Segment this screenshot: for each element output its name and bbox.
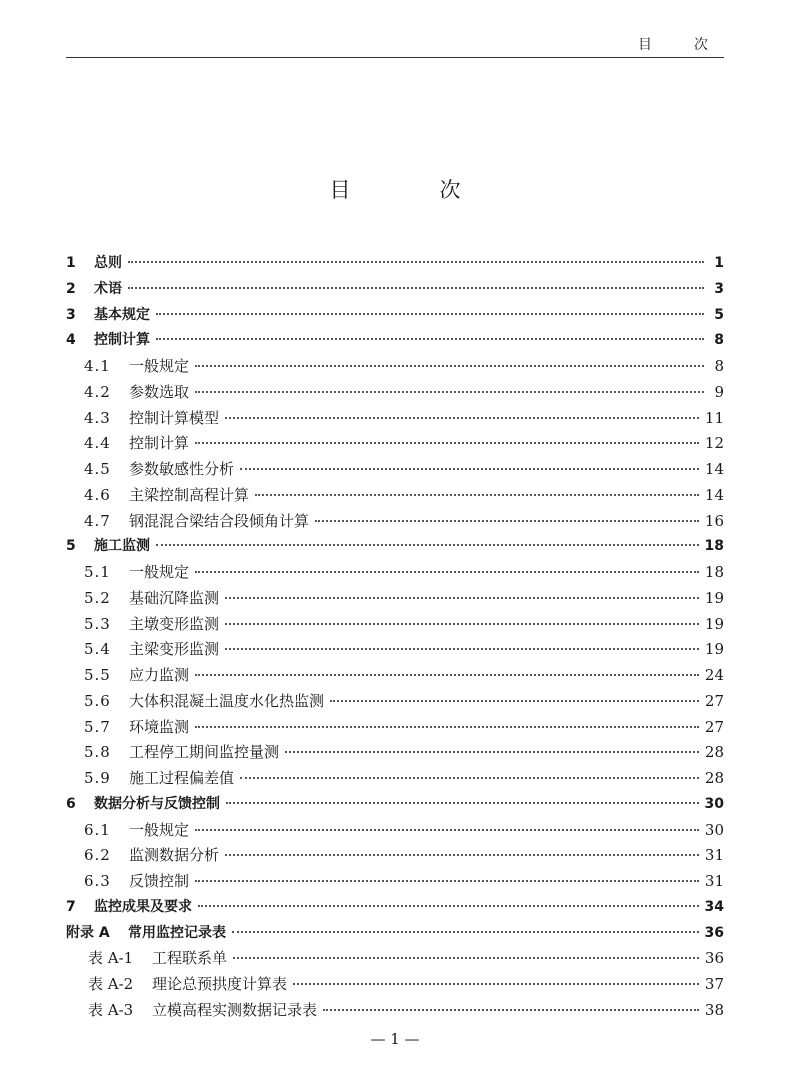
- toc-entry-page: 30: [704, 820, 724, 839]
- toc-entry-page: 30: [704, 795, 724, 812]
- toc-entry[interactable]: [66, 999, 724, 1025]
- dot-leader: [285, 751, 699, 753]
- dot-leader: [195, 829, 699, 831]
- toc-entry-page: 8: [714, 357, 724, 375]
- toc-entry[interactable]: [66, 304, 724, 330]
- toc-entry-number: 4.3: [84, 408, 111, 427]
- toc-entry-number: 5.6: [84, 691, 111, 710]
- toc-entry-page: 27: [704, 717, 724, 736]
- toc-entry-label: 钢混混合梁结合段倾角计算: [129, 511, 310, 530]
- toc-entry[interactable]: [66, 407, 724, 433]
- toc-entry-page: 12: [704, 434, 724, 453]
- toc-entry-page: 18: [704, 538, 724, 555]
- page-title: 目 次: [329, 178, 495, 202]
- toc-entry-label: 主梁变形监测: [129, 640, 220, 659]
- toc-entry[interactable]: [66, 947, 724, 973]
- toc-entry-page: 14: [704, 460, 724, 478]
- toc-entry-label: 基础沉降监测: [129, 588, 220, 607]
- toc-entry-number: 6.2: [84, 846, 111, 865]
- toc-entry[interactable]: [66, 870, 724, 896]
- toc-entry-label: 一般规定: [129, 357, 190, 375]
- toc-entry[interactable]: [66, 355, 724, 381]
- dot-leader: [232, 931, 699, 933]
- toc-entry[interactable]: [66, 973, 724, 999]
- toc-entry-label: 一般规定: [129, 563, 190, 581]
- toc-entry-number: 4.4: [84, 434, 111, 453]
- toc-entry[interactable]: [66, 278, 724, 304]
- toc-entry[interactable]: [66, 716, 724, 742]
- toc-entry[interactable]: [66, 741, 724, 767]
- toc-entry-number: 附录 A: [66, 924, 110, 941]
- dot-leader: [330, 700, 699, 702]
- dot-leader: [195, 726, 699, 728]
- toc-entry-page: 27: [704, 691, 724, 710]
- toc-entry-label: 环境监测: [129, 717, 190, 736]
- dot-leader: [293, 983, 699, 985]
- toc-entry-number: 2: [66, 280, 76, 297]
- toc-entry-number: 4.2: [84, 382, 111, 401]
- dot-leader: [315, 520, 699, 522]
- dot-leader: [240, 777, 699, 779]
- toc-entry[interactable]: [66, 561, 724, 587]
- toc-entry-page: 36: [704, 924, 724, 941]
- toc-entry[interactable]: [66, 587, 724, 613]
- toc-entry[interactable]: [66, 484, 724, 510]
- toc-entry-number: 表 A-1: [88, 949, 134, 968]
- toc-entry[interactable]: [66, 793, 724, 819]
- toc-entry-page: 28: [704, 769, 724, 787]
- toc-entry-label: 控制计算: [94, 332, 150, 349]
- toc-entry-page: 11: [704, 408, 724, 427]
- toc-entry-label: 大体积混凝土温度水化热监测: [129, 691, 325, 710]
- toc-entry-number: 5.2: [84, 588, 111, 607]
- toc-entry-label: 参数敏感性分析: [129, 460, 235, 478]
- toc-entry-page: 19: [704, 614, 724, 633]
- dot-leader: [195, 674, 699, 676]
- toc-entry-number: 表 A-3: [88, 1000, 134, 1019]
- toc-entry-number: 4.5: [84, 460, 111, 478]
- toc-entry-number: 4: [66, 332, 76, 349]
- toc-entry-number: 7: [66, 898, 76, 915]
- toc-entry-label: 总则: [94, 255, 122, 271]
- toc-entry-label: 数据分析与反馈控制: [94, 795, 220, 812]
- toc-entry[interactable]: [66, 638, 724, 664]
- dot-leader: [233, 957, 699, 959]
- toc-entry-number: 4.7: [84, 511, 111, 530]
- dot-leader: [128, 261, 704, 263]
- toc-entry-number: 5.1: [84, 563, 111, 581]
- toc-entry-page: 9: [714, 382, 724, 401]
- toc-entry-label: 工程停工期间监控量测: [129, 743, 280, 762]
- toc-entry-number: 6.1: [84, 820, 111, 839]
- toc-entry-page: 31: [704, 872, 724, 890]
- toc-entry-label: 反馈控制: [129, 872, 190, 890]
- dot-leader: [225, 417, 699, 419]
- toc-entry-page: 18: [704, 563, 724, 581]
- toc-entry-page: 36: [704, 949, 724, 968]
- toc-entry[interactable]: [66, 252, 724, 278]
- toc-entry-page: 3: [714, 280, 724, 297]
- toc-entry-label: 理论总预拱度计算表: [152, 975, 288, 993]
- toc-entry-label: 控制计算模型: [129, 408, 220, 427]
- dot-leader: [195, 571, 699, 573]
- toc-entry[interactable]: [66, 613, 724, 639]
- dot-leader: [195, 391, 704, 393]
- dot-leader: [195, 442, 699, 444]
- toc-entry-label: 控制计算: [129, 434, 190, 453]
- toc-entry-number: 4.6: [84, 485, 111, 504]
- toc-entry-number: 5.8: [84, 743, 111, 762]
- toc-entry-label: 参数选取: [129, 382, 190, 401]
- toc-entry-page: 16: [704, 511, 724, 530]
- toc-entry[interactable]: [66, 329, 724, 355]
- toc-entry[interactable]: [66, 458, 724, 484]
- toc-entry[interactable]: [66, 432, 724, 458]
- table-of-contents: [66, 252, 724, 1025]
- dot-leader: [225, 597, 699, 599]
- toc-entry-page: 31: [704, 846, 724, 865]
- toc-entry-label: 施工监测: [94, 538, 150, 555]
- toc-entry-number: 3: [66, 306, 76, 323]
- toc-entry-label: 立模高程实测数据记录表: [152, 1000, 318, 1019]
- dot-leader: [255, 494, 699, 496]
- toc-entry[interactable]: [66, 896, 724, 922]
- toc-entry[interactable]: [66, 819, 724, 845]
- dot-leader: [225, 854, 699, 856]
- toc-entry-page: 24: [704, 666, 724, 684]
- toc-entry-number: 5.4: [84, 640, 111, 659]
- toc-entry-number: 1: [66, 255, 76, 271]
- toc-entry-page: 37: [704, 975, 724, 993]
- dot-leader: [226, 802, 699, 804]
- toc-entry-number: 表 A-2: [88, 975, 134, 993]
- dot-leader: [128, 287, 704, 289]
- page-number: — 1 —: [370, 1030, 420, 1048]
- toc-entry-page: 38: [704, 1000, 724, 1019]
- toc-entry-number: 6: [66, 795, 76, 812]
- toc-entry[interactable]: [66, 535, 724, 561]
- dot-leader: [156, 544, 699, 546]
- dot-leader: [225, 623, 699, 625]
- toc-entry-number: 6.3: [84, 872, 111, 890]
- dot-leader: [198, 905, 699, 907]
- toc-entry[interactable]: [66, 381, 724, 407]
- dot-leader: [195, 880, 699, 882]
- toc-entry-page: 19: [704, 588, 724, 607]
- toc-entry-label: 一般规定: [129, 820, 190, 839]
- dot-leader: [225, 648, 699, 650]
- dot-leader: [323, 1009, 699, 1011]
- dot-leader: [195, 365, 704, 367]
- toc-entry-label: 监控成果及要求: [94, 898, 192, 915]
- toc-entry-label: 术语: [94, 280, 122, 297]
- toc-entry-label: 工程联系单: [152, 949, 228, 968]
- dot-leader: [240, 468, 699, 470]
- toc-entry-number: 5: [66, 538, 76, 555]
- running-header: 目 次: [638, 37, 722, 53]
- toc-entry-number: 4.1: [84, 357, 111, 375]
- header-rule: [66, 57, 724, 58]
- toc-entry-number: 5.7: [84, 717, 111, 736]
- toc-entry-page: 1: [714, 255, 724, 271]
- toc-entry-page: 19: [704, 640, 724, 659]
- toc-entry-page: 34: [704, 898, 724, 915]
- toc-entry-page: 8: [714, 332, 724, 349]
- toc-entry-label: 监测数据分析: [129, 846, 220, 865]
- toc-entry-label: 主墩变形监测: [129, 614, 220, 633]
- toc-entry-label: 施工过程偏差值: [129, 769, 235, 787]
- toc-entry-number: 5.9: [84, 769, 111, 787]
- toc-entry[interactable]: [66, 510, 724, 536]
- toc-entry-number: 5.5: [84, 666, 111, 684]
- toc-entry-label: 主梁控制高程计算: [129, 485, 250, 504]
- toc-entry-label: 常用监控记录表: [128, 924, 226, 941]
- toc-entry-page: 28: [704, 743, 724, 762]
- toc-entry[interactable]: [66, 767, 724, 793]
- toc-entry[interactable]: [66, 844, 724, 870]
- dot-leader: [156, 313, 704, 315]
- toc-entry-page: 5: [714, 306, 724, 323]
- toc-entry-page: 14: [704, 485, 724, 504]
- toc-entry[interactable]: [66, 664, 724, 690]
- dot-leader: [156, 338, 704, 340]
- toc-entry[interactable]: [66, 690, 724, 716]
- toc-entry-label: 基本规定: [94, 306, 150, 323]
- toc-entry-label: 应力监测: [129, 666, 190, 684]
- toc-entry[interactable]: [66, 922, 724, 948]
- toc-entry-number: 5.3: [84, 614, 111, 633]
